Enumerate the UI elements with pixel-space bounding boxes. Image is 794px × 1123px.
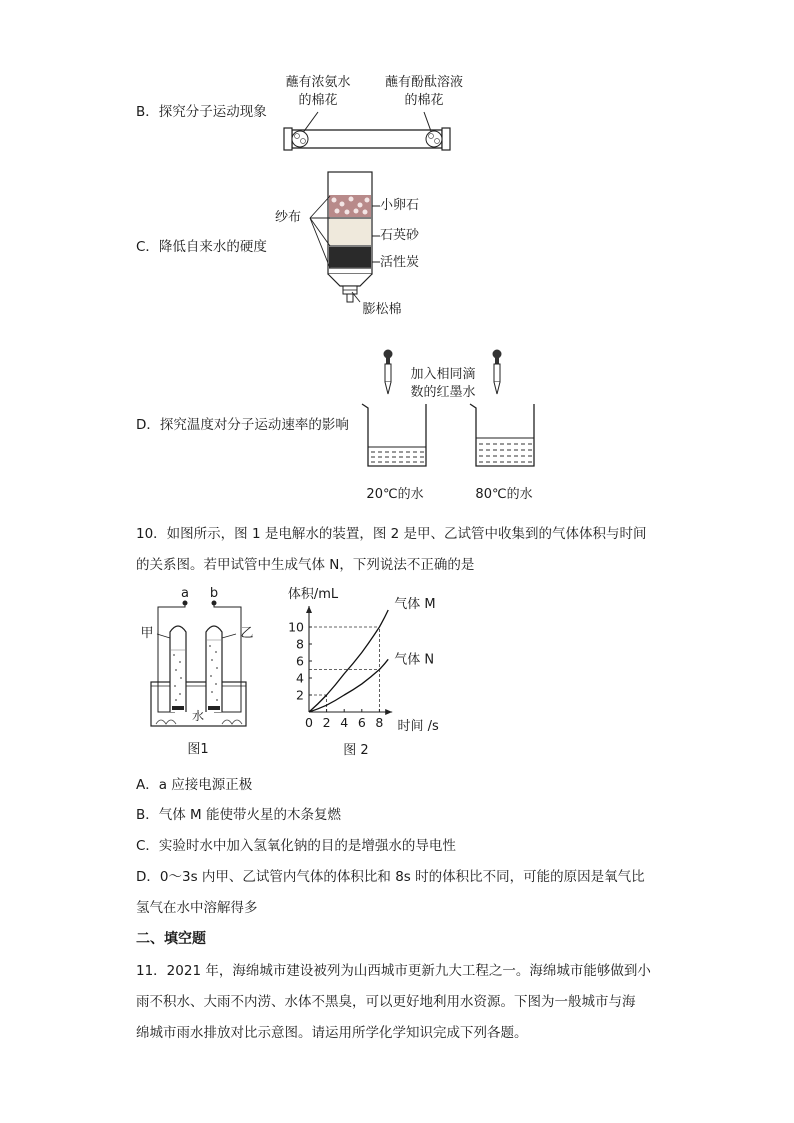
series-m-label: 气体 M [394, 597, 436, 612]
x-tick-label: 6 [357, 715, 366, 730]
y-axis-label: 体积/mL [287, 587, 339, 602]
y-tick-label: 6 [296, 653, 304, 669]
water-label: 水 [191, 709, 204, 723]
beaker-left-label: 20℃的水 [366, 487, 424, 502]
q10-line-2: 的关系图。若甲试管中生成气体 N，下列说法不正确的是 [136, 557, 475, 573]
y-tick-label: 4 [296, 670, 304, 686]
activated-carbon-label: 活性炭 [380, 255, 420, 270]
q10-option-c: C．实验时水中加入氢氧化钠的目的是增强水的导电性 [136, 838, 456, 854]
q10-option-d-cont: 氢气在水中溶解得多 [136, 900, 258, 916]
quartz-sand-label: 石英砂 [380, 228, 420, 243]
figure-2-caption: 图 2 [343, 743, 369, 758]
q10-line-1: 10．如图所示，图 1 是电解水的装置，图 2 是甲、乙试管中收集到的气体体积与时间 [136, 526, 647, 542]
x-axis-arrow [385, 709, 392, 715]
gauze-label: 纱布 [274, 210, 301, 225]
series-m-line [309, 610, 388, 712]
series-n-label: 气体 N [394, 652, 435, 668]
ammonia-cotton-label-2: 的棉花 [298, 93, 338, 108]
option-b-text: B．探究分子运动现象 [136, 104, 267, 120]
ammonia-cotton-label-1: 蘸有浓氨水 [285, 75, 351, 90]
pebbles-label: 小卵石 [380, 198, 420, 213]
x-tick-label: 2 [322, 715, 331, 730]
q11-line-2: 雨不积水、大雨不内涝、水体不黑臭，可以更好地利用水资源。下图为一般城市与海 [136, 994, 636, 1010]
beaker-right-label: 80℃的水 [475, 487, 533, 502]
q10-option-a: A．a 应接电源正极 [136, 777, 253, 793]
q10-option-b: B．气体 M 能使带火星的木条复燃 [136, 807, 341, 823]
phenolphthalein-cotton-label-2: 的棉花 [404, 93, 444, 108]
q11-line-1: 11．2021 年，海绵城市建设被列为山西城市更新九大工程之一。海绵城市能够做到小 [136, 963, 651, 979]
x-tick-label: 0 [305, 715, 313, 730]
y-tick-label: 2 [296, 687, 304, 703]
q11-line-3: 绵城市雨水排放对比示意图。请运用所学化学知识完成下列各题。 [136, 1025, 528, 1041]
figure-1-caption: 图1 [187, 742, 209, 757]
q10-option-d: D．0～3s 内甲、乙试管内气体的体积比和 8s 时的体积比不同，可能的原因是氧气比 [136, 869, 645, 885]
section-2-title: 二、填空题 [136, 931, 206, 947]
tube-yi-label: 乙 [240, 626, 254, 641]
x-axis-label: 时间 /s [397, 719, 439, 734]
electrode-b-label: b [209, 586, 219, 601]
x-tick-label: 8 [375, 715, 384, 730]
electrode-a-label: a [181, 586, 189, 601]
tube-jia-label: 甲 [140, 626, 154, 641]
y-axis-arrow [306, 606, 312, 613]
red-ink-note-2: 数的红墨水 [410, 385, 476, 400]
phenolphthalein-cotton-label-1: 蘸有酚酞溶液 [384, 75, 463, 90]
red-ink-note-1: 加入相同滴 [410, 367, 476, 382]
y-tick-label: 10 [288, 619, 304, 635]
y-tick-label: 8 [296, 636, 304, 652]
x-tick-label: 4 [340, 715, 349, 730]
cotton-label: 膨松棉 [362, 302, 402, 317]
option-c-text: C．降低自来水的硬度 [136, 239, 267, 255]
option-d-text: D．探究温度对分子运动速率的影响 [136, 417, 349, 433]
series-n-line [309, 659, 388, 712]
